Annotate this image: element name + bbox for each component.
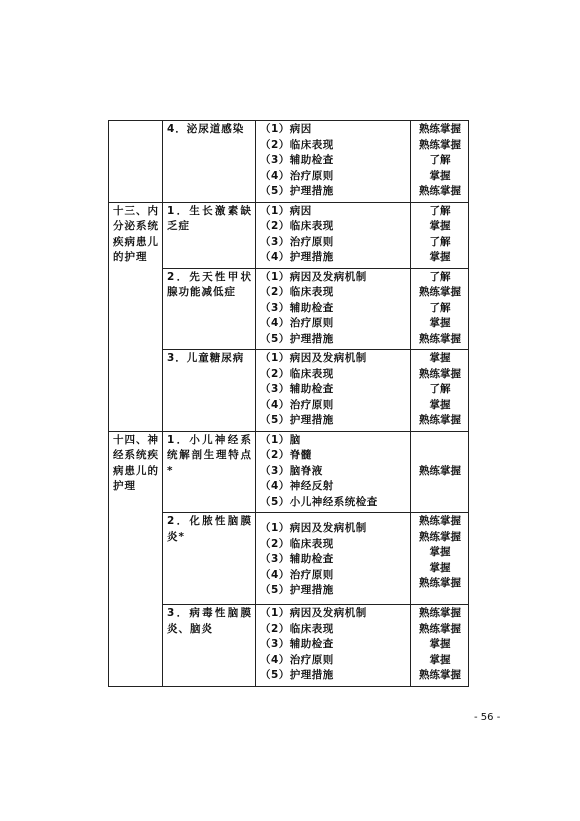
requirement-level: 熟练掌握 — [419, 367, 461, 380]
requirement-level: 熟练掌握 — [419, 138, 461, 151]
content-item: （2）临床表现 — [260, 220, 334, 232]
requirement-cell — [411, 202, 469, 268]
content-cell — [256, 605, 411, 687]
requirement-cell — [411, 431, 469, 513]
page-number: - 56 - — [474, 712, 501, 723]
content-item: （4）治疗原则 — [260, 568, 334, 581]
content-item: （1）病因及发病机制 — [260, 270, 367, 283]
content-item: （4）治疗原则 — [260, 653, 334, 666]
content-item: （5）护理措施 — [260, 584, 334, 596]
requirement-level: 熟练掌握 — [419, 530, 461, 543]
requirement-level: 掌握 — [429, 546, 451, 558]
requirement-level: 了解 — [429, 154, 451, 166]
content-item: （4）治疗原则 — [260, 317, 334, 329]
content-item: （5）护理措施 — [260, 185, 334, 197]
content-item: （2）临床表现 — [260, 622, 334, 635]
requirement-level: 了解 — [429, 270, 451, 283]
requirement-level: 熟练掌握 — [419, 123, 461, 135]
requirement-level: 熟练掌握 — [419, 185, 461, 197]
chapter-cell: 十三、内分泌系统疾病患儿的护理 — [109, 202, 163, 431]
content-cell — [256, 268, 411, 350]
content-item: （1）病因 — [260, 204, 312, 217]
requirement-level: 掌握 — [429, 251, 451, 263]
requirement-level: 熟练掌握 — [419, 286, 461, 298]
chapter-cell: 十四、神经系统疾病患儿的护理 — [109, 431, 163, 686]
table-row — [109, 350, 469, 432]
requirement-level: 熟练掌握 — [419, 669, 461, 681]
content-item: （2）临床表现 — [260, 537, 334, 550]
content-cell — [256, 350, 411, 432]
content-item: （2）临床表现 — [260, 138, 334, 151]
table-row — [109, 121, 469, 203]
table-row — [109, 268, 469, 350]
requirement-level: 熟练掌握 — [419, 607, 461, 619]
requirement-level: 掌握 — [429, 317, 451, 329]
topic-cell: 4．泌尿道感染 — [163, 121, 256, 203]
requirement-level: 掌握 — [429, 220, 451, 232]
requirement-level: 熟练掌握 — [419, 577, 461, 589]
content-item: （5）护理措施 — [260, 414, 334, 426]
content-item: （3）辅助检查 — [260, 154, 334, 166]
chapter-cell — [109, 121, 163, 203]
requirement-cell — [411, 605, 469, 687]
requirement-cell — [411, 513, 469, 605]
requirement-level: 掌握 — [429, 169, 451, 182]
table-row — [109, 202, 469, 268]
requirement-level: 了解 — [429, 301, 451, 314]
table-row — [109, 513, 469, 605]
requirement-level: 熟练掌握 — [419, 622, 461, 635]
requirement-level: 了解 — [429, 204, 451, 217]
requirement-level: 掌握 — [429, 638, 451, 650]
content-item: （5）护理措施 — [260, 332, 334, 345]
topic-cell: 2．先天性甲状腺功能减低症 — [163, 268, 256, 350]
topic-cell: 3．儿童糖尿病 — [163, 350, 256, 432]
requirement-level: 掌握 — [429, 398, 451, 411]
content-cell — [256, 202, 411, 268]
table-row — [109, 605, 469, 687]
content-item: （1）病因 — [260, 123, 312, 135]
topic-cell: 1．小儿神经系统解剖生理特点* — [163, 431, 256, 513]
content-item: （3）脑脊液 — [260, 464, 323, 477]
content-item: （3）辅助检查 — [260, 383, 334, 395]
content-item: （1）脑 — [260, 433, 301, 446]
requirement-level: 熟练掌握 — [419, 414, 461, 426]
content-cell — [256, 513, 411, 605]
content-item: （2）脊髓 — [260, 449, 312, 461]
requirement-cell — [411, 350, 469, 432]
content-item: （4）神经反射 — [260, 480, 334, 492]
content-item: （3）辅助检查 — [260, 301, 334, 314]
content-item: （5）小儿神经系统检查 — [260, 495, 378, 508]
content-item: （1）病因及发病机制 — [260, 352, 367, 364]
content-item: （5）护理措施 — [260, 669, 334, 681]
syllabus-table — [108, 120, 469, 687]
content-cell — [256, 121, 411, 203]
content-item: （4）护理措施 — [260, 251, 334, 263]
topic-cell: 1．生长激素缺乏症 — [163, 202, 256, 268]
requirement-cell — [411, 268, 469, 350]
content-cell — [256, 431, 411, 513]
content-item: （4）治疗原则 — [260, 169, 334, 182]
requirement-level: 熟练掌握 — [419, 515, 461, 527]
requirement-level: 掌握 — [429, 653, 451, 666]
requirement-level: 了解 — [429, 383, 451, 395]
content-item: （2）临床表现 — [260, 367, 334, 380]
topic-cell: 3．病毒性脑膜炎、脑炎 — [163, 605, 256, 687]
table-row — [109, 431, 469, 513]
requirement-level: 了解 — [429, 235, 451, 248]
requirement-cell — [411, 121, 469, 203]
content-item: （4）治疗原则 — [260, 398, 334, 411]
content-item: （2）临床表现 — [260, 286, 334, 298]
content-item: （3）治疗原则 — [260, 235, 334, 248]
topic-cell: 2．化脓性脑膜炎* — [163, 513, 256, 605]
content-item: （3）辅助检查 — [260, 553, 334, 565]
content-item: （1）病因及发病机制 — [260, 522, 367, 534]
requirement-level: 熟练掌握 — [419, 464, 461, 477]
requirement-level: 掌握 — [429, 352, 451, 364]
requirement-level: 熟练掌握 — [419, 332, 461, 345]
content-item: （1）病因及发病机制 — [260, 607, 367, 619]
requirement-level: 掌握 — [429, 561, 451, 574]
content-item: （3）辅助检查 — [260, 638, 334, 650]
